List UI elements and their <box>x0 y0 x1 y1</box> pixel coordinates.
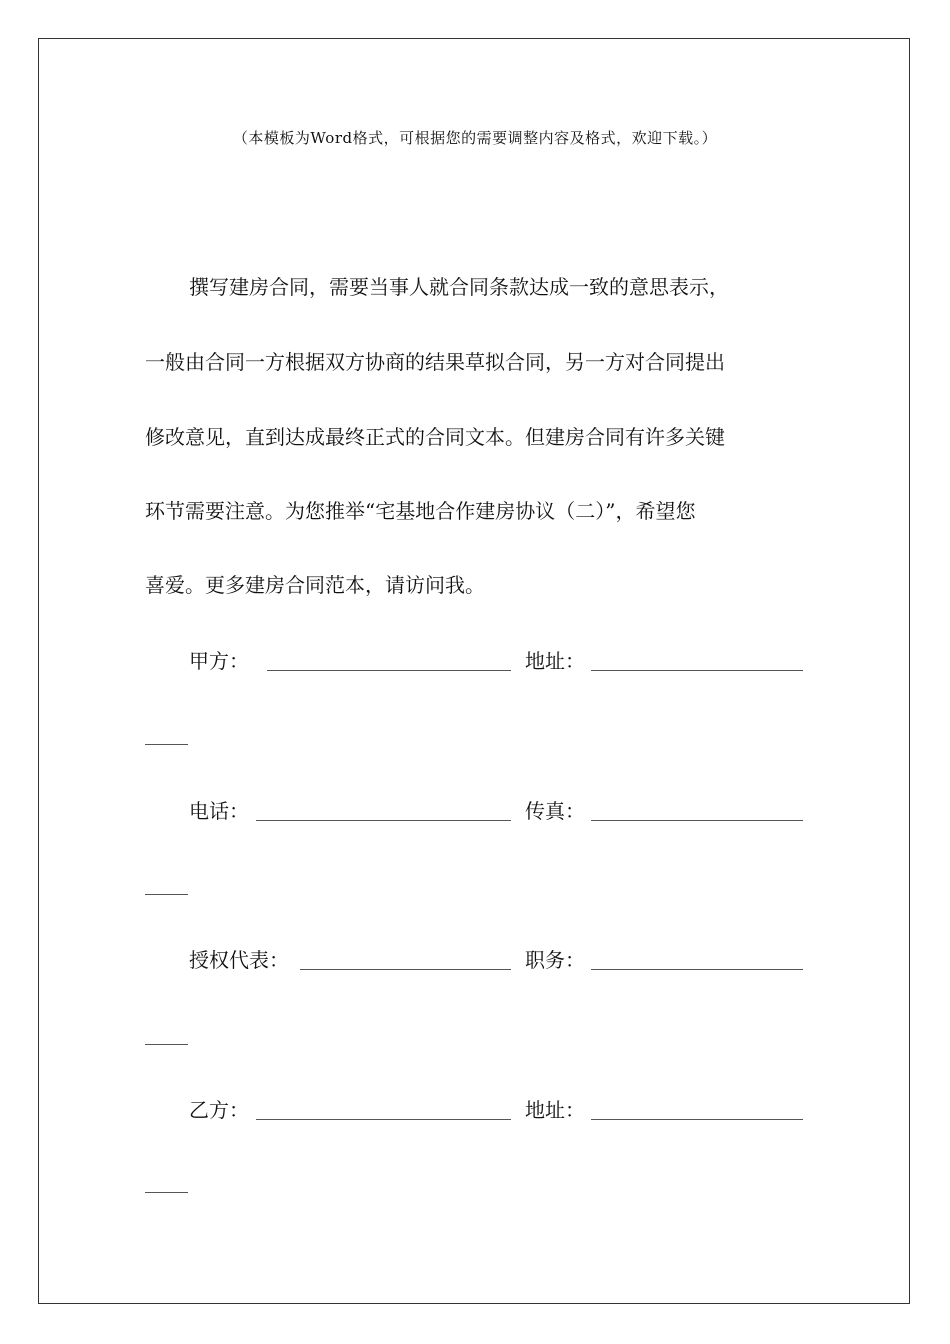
position-blank-cont <box>145 1044 188 1045</box>
fax-label: 传真： <box>525 799 585 823</box>
party-b-address-blank-cont <box>145 1192 188 1193</box>
fax-blank[interactable] <box>591 820 803 821</box>
fax-blank-cont <box>145 894 188 895</box>
field-row-representative <box>189 945 809 975</box>
field-row-party-a <box>189 646 809 676</box>
party-a-address-blank-cont <box>145 744 188 745</box>
field-row-party-b <box>189 1095 809 1125</box>
phone-label: 电话： <box>189 799 249 823</box>
party-a-blank[interactable] <box>267 670 511 671</box>
party-a-address-blank[interactable] <box>591 670 803 671</box>
phone-blank[interactable] <box>256 820 511 821</box>
party-a-address-label: 地址： <box>525 649 585 673</box>
intro-line-4: 环节需要注意。为您推举“宅基地合作建房协议（二）”，希望您 <box>145 499 696 523</box>
intro-line-3: 修改意见，直到达成最终正式的合同文本。但建房合同有许多关键 <box>145 425 725 449</box>
intro-line-2: 一般由合同一方根据双方协商的结果草拟合同，另一方对合同提出 <box>145 350 725 374</box>
party-b-address-label: 地址： <box>525 1098 585 1122</box>
intro-line-1: 撰写建房合同，需要当事人就合同条款达成一致的意思表示， <box>189 275 729 299</box>
authorized-rep-label: 授权代表： <box>189 948 289 972</box>
intro-line-5: 喜爱。更多建房合同范本，请访问我。 <box>145 573 485 597</box>
party-b-label: 乙方： <box>189 1098 249 1122</box>
party-b-address-blank[interactable] <box>591 1119 803 1120</box>
authorized-rep-blank[interactable] <box>300 969 511 970</box>
party-a-label: 甲方： <box>189 649 249 673</box>
field-row-phone <box>189 796 809 826</box>
position-label: 职务： <box>525 948 585 972</box>
party-b-blank[interactable] <box>256 1119 511 1120</box>
position-blank[interactable] <box>591 969 803 970</box>
template-notice: （本模板为Word格式，可根据您的需要调整内容及格式，欢迎下载。） <box>232 129 718 147</box>
